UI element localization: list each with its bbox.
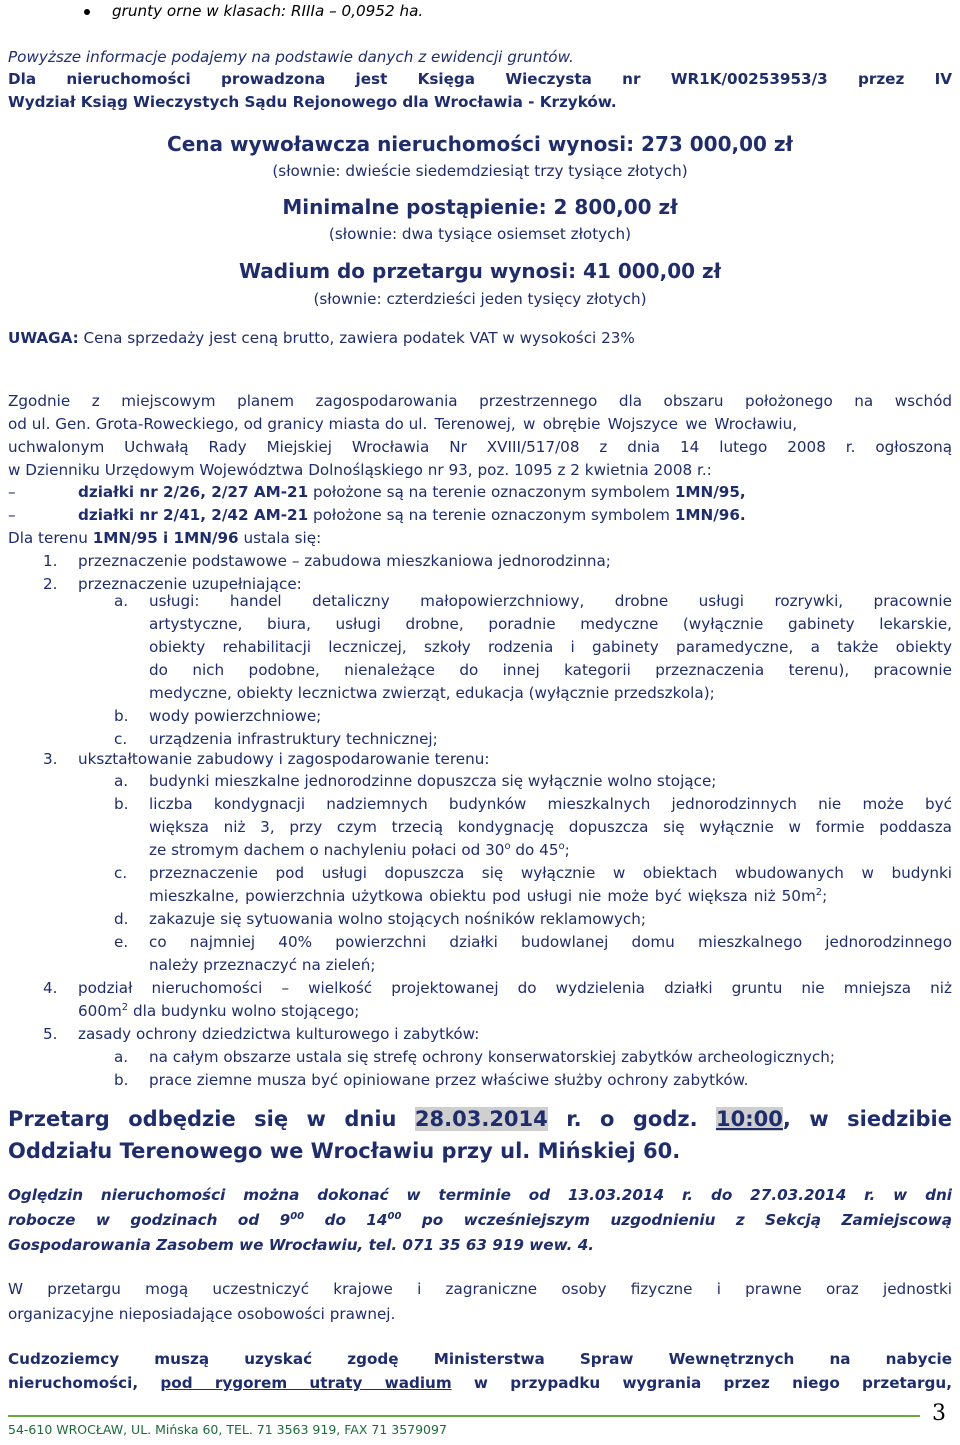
ogledziny-text-3: Gospodarowania Zasobem we Wrocławiu, tel. 071 35 63 919 wew. 4. xyxy=(8,1236,595,1254)
list-number: 2. xyxy=(43,575,58,593)
teren-a: Dla terenu xyxy=(8,529,93,547)
dzialki-2-symbol: 1MN/96. xyxy=(674,506,746,524)
sub-3e-text-1: co najmniej 40% powierzchni działki budowlanej domu mieszkalnego jednorodzinnego xyxy=(149,933,952,951)
bullet-text: grunty orne w klasach: RIIIa – 0,0952 ha. xyxy=(112,2,424,20)
sub-3c-text-2a: mieszkalne, powierzchnia użytkowa obiektu pod usługi nie może być większa niż 50m xyxy=(149,887,816,905)
sub-2b xyxy=(114,705,321,728)
sub-letter: a. xyxy=(114,1048,129,1066)
list-4-line-1 xyxy=(78,977,952,1000)
teren-symbols: 1MN/95 i 1MN/96 xyxy=(92,529,239,547)
uwaga-line xyxy=(8,327,635,350)
cudzoziemcy-text-1: Cudzoziemcy muszą uzyskać zgodę Ministerstwa Spraw Wewnętrznych na nabycie xyxy=(8,1350,952,1368)
sub-3b-line-3 xyxy=(149,839,570,862)
sub-2a-line-3 xyxy=(149,636,952,659)
sub-3b-line-2 xyxy=(149,816,952,839)
info-text: Powyższe informacje podajemy na podstawie danych z ewidencji gruntów. xyxy=(8,48,574,66)
sub-3c-line-1 xyxy=(149,862,952,885)
dash-icon: – xyxy=(8,506,16,524)
sub-3c-text-2b: ; xyxy=(822,887,828,905)
uwaga-text: Cena sprzedaży jest ceną brutto, zawiera podatek VAT w wysokości 23% xyxy=(78,329,635,347)
kw-line-2 xyxy=(8,91,617,114)
uczestnicy-text-1: W przetargu mogą uczestniczyć krajowe i zagraniczne osoby fizyczne i prawne oraz jednostki xyxy=(8,1280,952,1298)
sub-text: budynki mieszkalne jednorodzinne dopuszcza się wyłącznie wolno stojące; xyxy=(149,772,717,790)
plan-text-2b: Terenowej, w obrębie Wojszyce we Wrocławiu, xyxy=(427,415,798,433)
list-text: przeznaczenie uzupełniające: xyxy=(78,575,302,593)
cena-slownie: (słownie: dwieście siedemdziesiąt trzy tysiące złotych) xyxy=(272,162,688,180)
sub-text: urządzenia infrastruktury technicznej; xyxy=(149,730,438,748)
sub-5a xyxy=(114,1046,835,1069)
list-4-text-2b: dla budynku wolno stojącego; xyxy=(128,1002,360,1020)
przetarg-text-2: Oddziału Terenowego we Wrocławiu przy ul. Mińskiej 60. xyxy=(8,1139,681,1163)
dzialki-line-1 xyxy=(8,481,746,504)
list-text: przeznaczenie podstawowe – zabudowa mieszkaniowa jednorodzinna; xyxy=(78,552,611,570)
list-number: 3. xyxy=(43,750,58,768)
sub-2a-text-4: do nich podobne, nienależące do innej kategorii przeznaczenia terenu), pracownie xyxy=(149,661,952,679)
plan-text-4: w Dzienniku Urzędowym Województwa Dolnośląskiego nr 93, poz. 1095 z 2 kwietnia 2008 r.: xyxy=(8,461,712,479)
sub-letter-2a: a. xyxy=(114,592,129,610)
sub-letter-3e: e. xyxy=(114,933,129,951)
list-4-text-2a: 600m xyxy=(78,1002,122,1020)
uczestnicy-line-1 xyxy=(8,1278,952,1301)
sub-2a-text-1: usługi: handel detaliczny małopowierzchniowy, drobne usługi rozrywki, pracownie xyxy=(149,592,952,610)
dzialki-line-2 xyxy=(8,504,746,527)
sub-3b-text-3c: ; xyxy=(564,841,570,859)
ogledziny-line-2 xyxy=(8,1209,952,1232)
sub-2a-text-5: medyczne, obiekty lecznictwa zwierząt, edukacja (wyłącznie przedszkola); xyxy=(149,684,715,702)
sub-3b-text-2: większa niż 3, przy czym trzecią kondygnację dopuszcza się wyłącznie w formie poddasza xyxy=(149,818,952,836)
list-number-4: 4. xyxy=(43,979,58,997)
ogledziny-line-3 xyxy=(8,1234,594,1257)
przetarg-line-2 xyxy=(8,1135,680,1167)
dzialki-1-symbol: 1MN/95, xyxy=(674,483,746,501)
kw-text-1: Dla nieruchomości prowadzona jest Księga Wieczysta nr WR1K/00253953/3 przez IV xyxy=(8,70,952,88)
dzialki-1-text: położone są na terenie oznaczonym symbolem xyxy=(308,483,675,501)
sub-3d xyxy=(114,908,646,931)
sup-2: 2 xyxy=(121,1001,129,1013)
teren-line xyxy=(8,527,321,550)
list-4-text-1: podział nieruchomości – wielkość projektowanej do wydzielenia działki gruntu nie mniejsza niż xyxy=(78,979,952,997)
sub-3b-text-1: liczba kondygnacji nadziemnych budynków mieszkalnych jednorodzinnych nie może być xyxy=(149,795,952,813)
przetarg-text-b: r. o godz. xyxy=(547,1107,717,1131)
sub-3a xyxy=(114,770,716,793)
footer-rule xyxy=(8,1415,920,1417)
plan-line-2 xyxy=(8,413,797,436)
kw-text-2: Wydział Ksiąg Wieczystych Sądu Rejonowego dla Wrocławia - Krzyków. xyxy=(8,93,617,111)
sub-5b xyxy=(114,1069,748,1092)
sub-3c-line-2 xyxy=(149,885,827,908)
list-number: 1. xyxy=(43,552,58,570)
sub-2a-line-1 xyxy=(149,590,952,613)
sub-3b-line-1 xyxy=(149,793,952,816)
dzialki-2-numbers: działki nr 2/41, 2/42 AM-21 xyxy=(78,506,309,524)
degree-sup: o xyxy=(504,840,511,852)
cudzoziemcy-text-2b: w przypadku wygrania przez niego przetargu, xyxy=(451,1374,952,1392)
sub-3b-text-3a: ze stromym dachem o nachyleniu połaci od 30 xyxy=(149,841,505,859)
sub-3e-text-2: należy przeznaczyć na zieleń; xyxy=(149,956,376,974)
przetarg-date: 28.03.2014 xyxy=(414,1107,548,1131)
list-item-3 xyxy=(43,748,490,771)
sub-2a-line-5 xyxy=(149,682,715,705)
sub-text: wody powierzchniowe; xyxy=(149,707,322,725)
sub-3e-line-1 xyxy=(149,931,952,954)
wadium-slownie: (słownie: czterdzieści jeden tysięcy złotych) xyxy=(313,290,647,308)
sup-00: 00 xyxy=(387,1210,402,1222)
kw-line-1 xyxy=(8,68,952,91)
plan-line-1 xyxy=(8,390,952,413)
sub-letter-3b: b. xyxy=(114,795,129,813)
przetarg-line-1 xyxy=(8,1103,952,1135)
min-slownie: (słownie: dwa tysiące osiemset złotych) xyxy=(328,225,632,243)
cudzoziemcy-line-1 xyxy=(8,1348,952,1371)
sup-2: 2 xyxy=(815,886,823,898)
sub-text: na całym obszarze ustala się strefę ochrony konserwatorskiej zabytków archeologicznych; xyxy=(149,1048,835,1066)
sub-3c-text-1: przeznaczenie pod usługi dopuszcza się wyłącznie w obiektach wbudowanych w budynki xyxy=(149,864,952,882)
przetarg-text-a: Przetarg odbędzie się w dniu xyxy=(8,1107,415,1131)
cudzoziemcy-line-2 xyxy=(8,1372,952,1395)
info-line xyxy=(8,46,574,69)
plan-text-2: od ul. Gen. Grota-Roweckiego, od granicy miasta do ul. xyxy=(8,415,428,433)
uwaga-label: UWAGA: xyxy=(8,329,79,347)
footer-address: 54-610 WROCŁAW, UL. Mińska 60, TEL. 71 3563 919, FAX 71 3579097 xyxy=(8,1422,447,1437)
sup-00: 00 xyxy=(290,1210,305,1222)
dzialki-2-text: położone są na terenie oznaczonym symbolem xyxy=(308,506,675,524)
sub-letter: b. xyxy=(114,1071,129,1089)
sub-2a-line-4 xyxy=(149,659,952,682)
uczestnicy-text-2: organizacyjne nieposiadające osobowości prawnej. xyxy=(8,1305,396,1323)
sub-letter: b. xyxy=(114,707,129,725)
page-number: 3 xyxy=(932,1401,946,1426)
sub-letter: d. xyxy=(114,910,129,928)
cena-heading: Cena wywoławcza nieruchomości wynosi: 273 000,00 zł xyxy=(167,132,793,156)
ogledziny-text-2c: po wcześniejszym uzgodnieniu z Sekcją Zamiejscową xyxy=(401,1211,952,1229)
dash-icon: – xyxy=(8,483,16,501)
list-text: ukształtowanie zabudowy i zagospodarowanie terenu: xyxy=(78,750,490,768)
dzialki-1-numbers: działki nr 2/26, 2/27 AM-21 xyxy=(78,483,309,501)
plan-text-1: Zgodnie z miejscowym planem zagospodarowania przestrzennego dla obszaru położonego na wschód xyxy=(8,392,952,410)
sub-3b-text-3b: do 45 xyxy=(510,841,559,859)
sub-2a-line-2 xyxy=(149,613,952,636)
degree-sup: o xyxy=(558,840,565,852)
list-text: zasady ochrony dziedzictwa kulturowego i zabytków: xyxy=(78,1025,480,1043)
plan-text-3: uchwalonym Uchwałą Rady Miejskiej Wrocławia Nr XVIII/517/08 z dnia 14 lutego 2008 r. ogłoszoną xyxy=(8,438,952,456)
sub-3e-line-2 xyxy=(149,954,375,977)
ogledziny-text-2a: robocze w godzinach od 9 xyxy=(8,1211,291,1229)
ogledziny-line-1 xyxy=(8,1184,952,1207)
przetarg-text-c: , w siedzibie xyxy=(782,1107,952,1131)
ogledziny-text-1: Oględzin nieruchomości można dokonać w terminie od 13.03.2014 r. do 27.03.2014 r. w dni xyxy=(8,1186,952,1204)
bullet-icon xyxy=(84,9,90,15)
sub-letter: a. xyxy=(114,772,129,790)
plan-line-4 xyxy=(8,459,712,482)
list-item-5 xyxy=(43,1023,479,1046)
sub-text: zakazuje się sytuowania wolno stojących nośników reklamowych; xyxy=(149,910,647,928)
cudzoziemcy-text-2a: nieruchomości, xyxy=(8,1374,161,1392)
wadium-heading: Wadium do przetargu wynosi: 41 000,00 zł xyxy=(238,259,722,283)
sub-text: prace ziemne musza być opiniowane przez właściwe służby ochrony zabytków. xyxy=(149,1071,749,1089)
przetarg-time: 10:00 xyxy=(716,1107,783,1131)
sub-2a-text-3: obiekty rehabilitacji leczniczej, szkoły rodzenia i gabinety paramedyczne, a także obiekty xyxy=(149,638,952,656)
list-number: 5. xyxy=(43,1025,58,1043)
sub-letter: c. xyxy=(114,730,128,748)
list-4-line-2 xyxy=(78,1000,359,1023)
teren-c: ustala się: xyxy=(238,529,322,547)
cudzoziemcy-underlined: pod rygorem utraty wadium xyxy=(160,1374,452,1392)
min-heading: Minimalne postąpienie: 2 800,00 zł xyxy=(282,195,678,219)
plan-line-3 xyxy=(8,436,952,459)
ogledziny-text-2b: do 14 xyxy=(304,1211,388,1229)
bullet-item xyxy=(84,0,423,23)
sub-letter-3c: c. xyxy=(114,864,128,882)
sub-2a-text-2: artystyczne, biura, usługi drobne, poradnie medyczne (wyłącznie gabinety lekarskie, xyxy=(149,615,952,633)
uczestnicy-line-2 xyxy=(8,1303,395,1326)
list-item-1 xyxy=(43,550,611,573)
